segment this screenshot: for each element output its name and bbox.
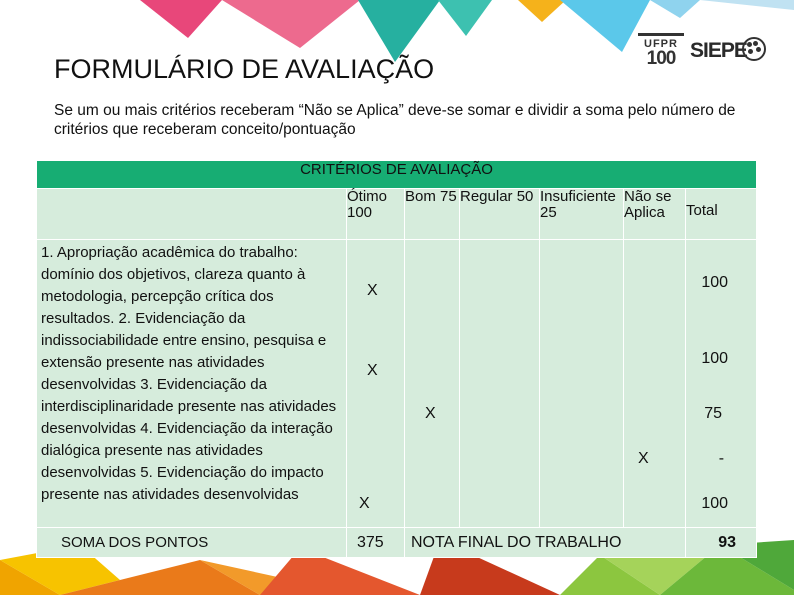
- row4-total: -: [718, 450, 725, 467]
- row2-mark: X: [367, 362, 378, 379]
- col-nao-se-aplica-marks: [624, 240, 686, 528]
- row2-total: 100: [701, 350, 729, 367]
- criteria-body: [37, 240, 757, 528]
- row1-total: 100: [701, 274, 729, 291]
- ufpr-logo: [638, 33, 684, 68]
- col-insuficiente: Insuficiente 25: [540, 189, 624, 240]
- ufpr-logo-number: 100: [646, 48, 676, 69]
- column-header-row: [37, 189, 757, 240]
- row5-mark: X: [359, 495, 370, 512]
- table-caption: CRITÉRIOS DE AVALIAÇÃO: [37, 161, 757, 189]
- siepe-logo-icon: [742, 37, 766, 61]
- evaluation-table: [36, 160, 757, 558]
- col-bom-marks: [405, 240, 460, 528]
- col-insuficiente-marks: [540, 240, 624, 528]
- col-total-values: [686, 240, 757, 528]
- col-otimo: Ótimo 100: [347, 189, 405, 240]
- row3-total: 75: [704, 405, 723, 422]
- col-bom: Bom 75: [405, 189, 460, 240]
- row5-total: 100: [701, 495, 729, 512]
- ufpr-logo-text: UFPR: [638, 33, 684, 50]
- header-empty: [37, 189, 347, 240]
- table-caption-row: [37, 161, 757, 189]
- criteria-text: 1. Apropriação acadêmica do trabalho: domínio dos objetivos, clareza quanto à metodologia, percepção crítica dos resultados. 2. Evidenciação da indissociabilidade entre ensino, pesquisa e extensão presente nas atividades desenvolvidas 3. Evidenciação da interdisciplinaridade presente nas atividades desenvolvidas 4. Evidenciação da interação dialógica presente nas atividades desenvolvidas 5. Evidenciação do impacto presente nas atividades desenvolvidas: [37, 240, 347, 528]
- row4-mark: X: [638, 450, 649, 467]
- siepe-logo: SIEPE: [690, 39, 747, 62]
- col-otimo-marks: [347, 240, 405, 528]
- instruction-text: Se um ou mais critérios receberam “Não se Aplica” deve-se somar e dividir a soma pelo número de critérios que receberam conceito/pontuação: [54, 102, 736, 138]
- row3-mark: X: [425, 405, 436, 422]
- col-nao-se-aplica: Não se Aplica: [624, 189, 686, 240]
- col-regular: Regular 50: [460, 189, 540, 240]
- sum-value: 375: [347, 528, 405, 558]
- page-title: FORMULÁRIO DE AVALIAÇÃO: [54, 54, 435, 84]
- col-regular-marks: [460, 240, 540, 528]
- sum-label: SOMA DOS PONTOS: [37, 528, 347, 558]
- final-grade-value: 93: [686, 528, 757, 558]
- col-total: Total: [686, 189, 757, 240]
- final-grade-label: NOTA FINAL DO TRABALHO: [405, 528, 686, 558]
- row1-mark: X: [367, 282, 378, 299]
- summary-row: [37, 528, 757, 558]
- logo-group: [636, 33, 766, 75]
